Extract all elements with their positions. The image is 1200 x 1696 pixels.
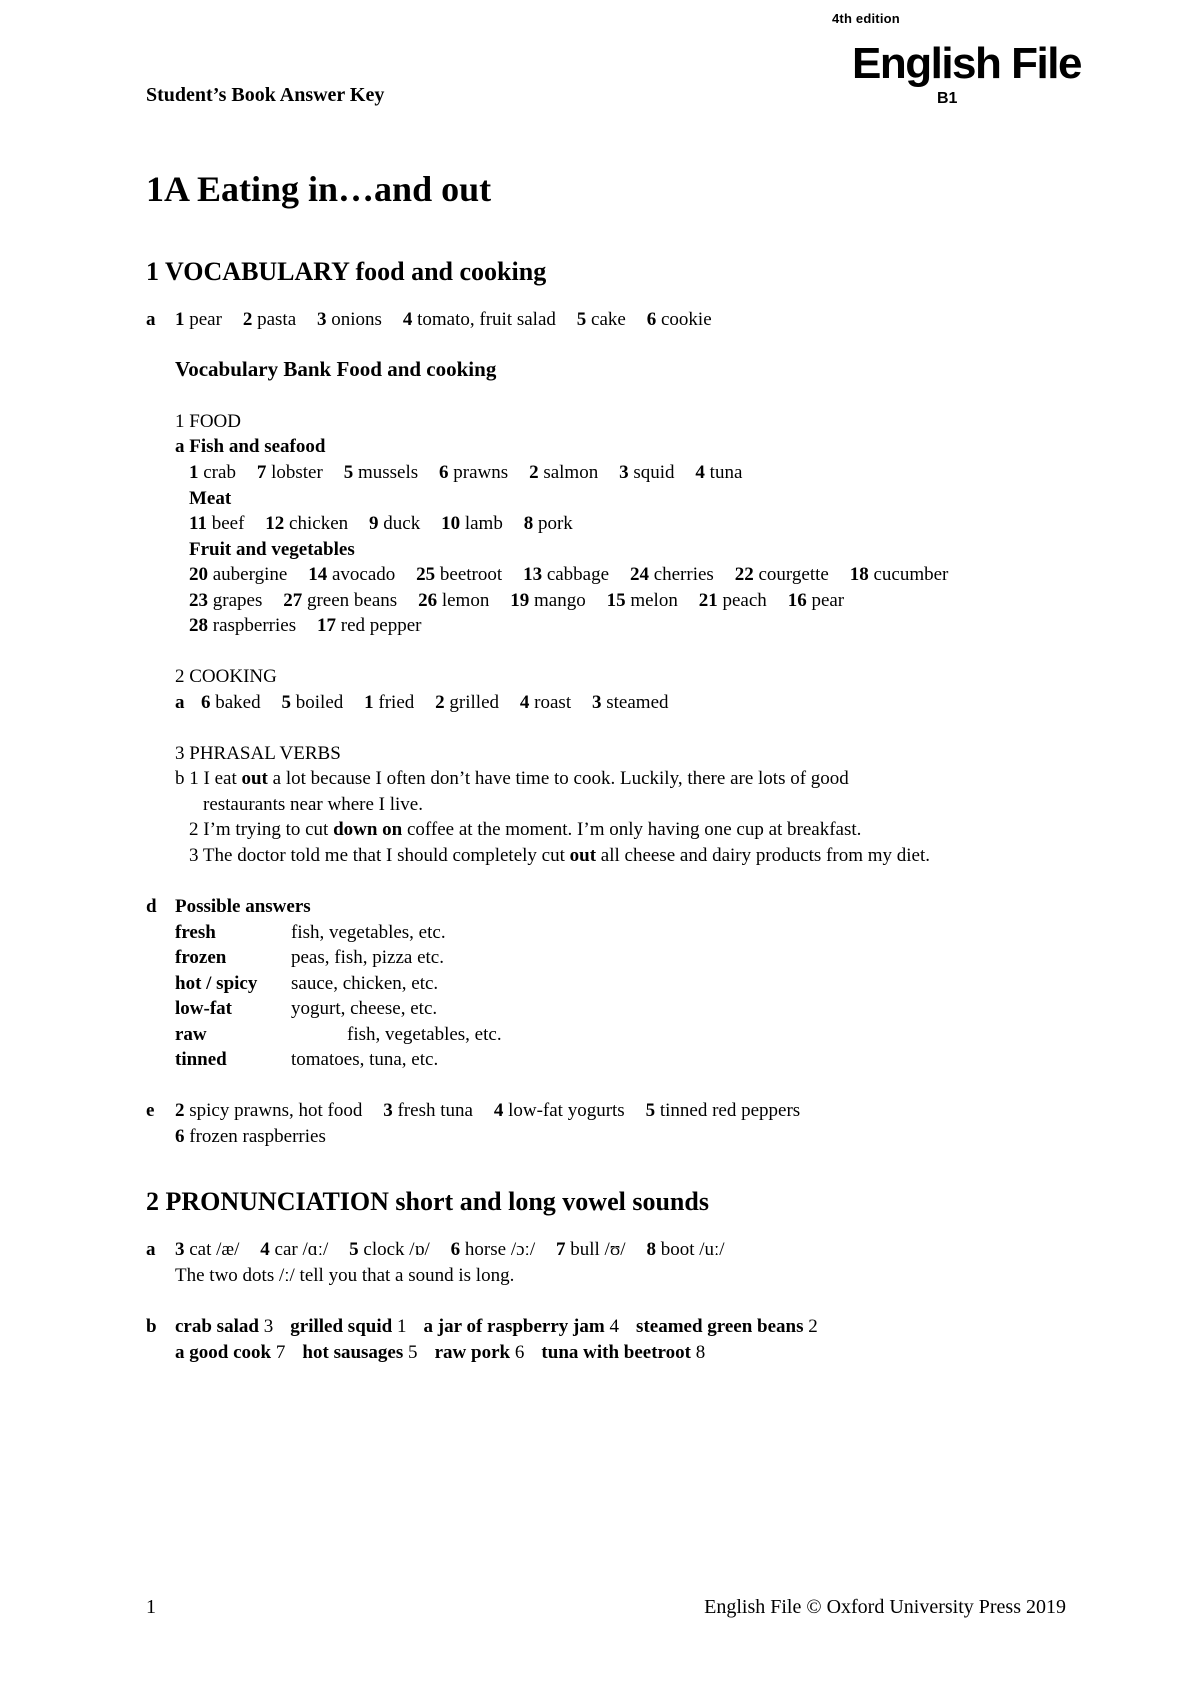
answer-number: 3 (383, 1100, 393, 1121)
answer-number: 28 (189, 615, 208, 636)
answer-line (189, 460, 742, 486)
answer-text: roast (529, 692, 572, 713)
answer-number: 10 (441, 513, 461, 534)
answer-item (189, 615, 296, 636)
phrase-item (290, 1316, 406, 1337)
answer-text: grilled (444, 692, 500, 713)
phrase-item (424, 1316, 619, 1337)
answer-line (175, 1340, 705, 1366)
phrase-item (541, 1342, 705, 1363)
answer-line (175, 1124, 326, 1150)
exercise-label-a: a (146, 309, 156, 330)
answer-line (175, 307, 712, 333)
answer-number: 26 (418, 590, 438, 611)
answer-text: tuna (704, 462, 743, 483)
adjective-raw: raw (175, 1024, 207, 1045)
answer-text: pasta (252, 309, 297, 330)
fish-seafood-heading: a Fish and seafood (175, 436, 326, 457)
answer-item (735, 564, 829, 585)
answer-number: 6 (201, 692, 211, 713)
phrasal-sentence-1: b 1 I eat out a lot because I often don’t have time to cook. Luckily, there are lots of good (175, 768, 849, 789)
phrasal-verbs-heading: 3 PHRASAL VERBS (175, 743, 341, 764)
answer-number: 7 (256, 462, 267, 483)
pron-label-a: a (146, 1239, 156, 1260)
phrase-item (175, 1342, 285, 1363)
meat-heading: Meat (189, 488, 232, 509)
answer-item (344, 462, 418, 483)
answer-number: 8 (646, 1239, 656, 1260)
answer-text: tomato, fruit salad (412, 309, 556, 330)
pronunciation-heading: 2 PRONUNCIATION short and long vowel sounds (146, 1187, 709, 1216)
answer-number: 4 (493, 1100, 504, 1121)
answer-number: 27 (283, 590, 303, 611)
answer-line (175, 1314, 818, 1340)
answer-text: cat /æ/ (184, 1239, 240, 1260)
example-raw: fish, vegetables, etc. (347, 1024, 502, 1045)
answer-line (189, 562, 948, 588)
answer-line (201, 690, 669, 716)
answer-text: frozen raspberries (184, 1126, 326, 1147)
cooking-heading: 2 COOKING (175, 666, 277, 687)
answer-text: clock /ɒ/ (358, 1239, 430, 1260)
answer-line (189, 511, 573, 537)
answer-number: 4 (260, 1239, 270, 1260)
phrase-text: grilled squid (290, 1316, 393, 1337)
answer-number: 6 (646, 309, 657, 330)
answer-number: 4 (519, 692, 530, 713)
phrasal-sentence-2: 2 I’m trying to cut down on coffee at the moment. I’m only having one cup at breakfast. (189, 819, 862, 840)
answer-item (403, 309, 556, 330)
example-hot-spicy: sauce, chicken, etc. (291, 973, 439, 994)
answer-text: courgette (753, 564, 829, 585)
example-tinned: tomatoes, tuna, etc. (291, 1049, 439, 1070)
adjective-frozen: frozen (175, 947, 227, 968)
answer-item (364, 692, 414, 713)
answer-item (175, 309, 222, 330)
phrase-text: hot sausages (302, 1342, 404, 1363)
answer-number: 12 (265, 513, 285, 534)
answer-item (317, 615, 421, 636)
copyright: English File © Oxford University Press 2019 (704, 1596, 1066, 1618)
answer-item (369, 513, 420, 534)
adjective-tinned: tinned (175, 1049, 227, 1070)
answer-number: 2 (529, 462, 539, 483)
answer-item (265, 513, 348, 534)
phrasal-sentence-3: 3 The doctor told me that I should completely cut out all cheese and dairy products from my diet. (189, 845, 931, 866)
example-fresh: fish, vegetables, etc. (291, 922, 446, 943)
answer-item (451, 1239, 535, 1260)
answer-number: 1 (364, 692, 374, 713)
answer-text: lemon (437, 590, 490, 611)
possible-answers-heading: Possible answers (175, 896, 311, 917)
answer-item (189, 462, 236, 483)
answer-number: 6 (450, 1239, 461, 1260)
answer-text: salmon (538, 462, 599, 483)
answer-item (439, 462, 508, 483)
answer-number: 6 (175, 1126, 185, 1147)
phrase-text: a good cook (175, 1342, 272, 1363)
answer-number: 2 (242, 309, 253, 330)
adjective-low-fat: low-fat (175, 998, 232, 1019)
answer-text: melon (625, 590, 678, 611)
answer-number: 4 (695, 462, 705, 483)
answer-text: pear (806, 590, 845, 611)
answer-item (441, 513, 503, 534)
answer-number: 23 (189, 590, 208, 611)
answer-text: avocado (327, 564, 396, 585)
answer-text: lamb (460, 513, 503, 534)
cooking-label-a: a (175, 692, 185, 713)
answer-item (523, 564, 609, 585)
answer-number: 24 (629, 564, 649, 585)
answer-number: 20 (189, 564, 208, 585)
answer-text: prawns (448, 462, 509, 483)
example-frozen: peas, fish, pizza etc. (291, 947, 444, 968)
answer-text: beef (206, 513, 245, 534)
brand-logo: English File (852, 39, 1081, 88)
phrase-number: 7 (271, 1342, 286, 1363)
answer-text: low-fat yogurts (503, 1100, 625, 1121)
answer-item (619, 462, 674, 483)
answer-text: cherries (648, 564, 714, 585)
answer-line (175, 1237, 725, 1263)
answer-number: 5 (281, 692, 292, 713)
answer-number: 3 (175, 1239, 185, 1260)
answer-item (646, 1239, 724, 1260)
answer-text: cake (586, 309, 626, 330)
answer-number: 6 (439, 462, 449, 483)
fruit-vegetables-heading: Fruit and vegetables (189, 539, 355, 560)
answer-text: tinned red peppers (655, 1100, 801, 1121)
phrase-number: 3 (258, 1316, 274, 1337)
answer-number: 2 (175, 1100, 185, 1121)
answer-text: aubergine (208, 564, 288, 585)
answer-number: 7 (556, 1239, 566, 1260)
answer-item (416, 564, 502, 585)
answer-line (175, 1098, 800, 1124)
answer-item (175, 1100, 362, 1121)
answer-text: pear (184, 309, 222, 330)
answer-text: grapes (208, 590, 263, 611)
vocabulary-bank-heading: Vocabulary Bank Food and cooking (175, 357, 497, 381)
answer-text: boot /uː/ (655, 1239, 725, 1260)
answer-text: bull /ʊ/ (565, 1239, 626, 1260)
answer-item (189, 564, 287, 585)
answer-text: fresh tuna (392, 1100, 473, 1121)
phrase-number: 4 (604, 1316, 619, 1337)
phrase-item (435, 1342, 525, 1363)
answer-text: cookie (656, 309, 712, 330)
answer-text: spicy prawns, hot food (184, 1100, 363, 1121)
answer-number: 1 (189, 462, 199, 483)
answer-item (850, 564, 949, 585)
answer-number: 13 (523, 564, 543, 585)
phrase-text: a jar of raspberry jam (423, 1316, 605, 1337)
edition-label: 4th edition (832, 11, 900, 26)
answer-number: 22 (734, 564, 754, 585)
answer-item (317, 309, 382, 330)
answer-number: 5 (576, 309, 587, 330)
phrase-text: crab salad (175, 1316, 259, 1337)
answer-text: lobster (266, 462, 323, 483)
answer-item (592, 692, 669, 713)
phrase-item (175, 1316, 273, 1337)
phrase-item (636, 1316, 818, 1337)
phrase-text: raw pork (434, 1342, 511, 1363)
answer-number: 11 (189, 513, 207, 534)
lesson-title: 1A Eating in…and out (146, 169, 492, 209)
answer-number: 5 (645, 1100, 656, 1121)
answer-text: raspberries (208, 615, 297, 636)
answer-line (189, 588, 844, 614)
phrase-text: steamed green beans (636, 1316, 804, 1337)
vocabulary-heading: 1 VOCABULARY food and cooking (146, 257, 547, 286)
phrase-number: 6 (510, 1342, 525, 1363)
phrase-number: 2 (803, 1316, 818, 1337)
pron-note: The two dots /ː/ tell you that a sound is long. (175, 1265, 515, 1286)
answer-item (383, 1100, 473, 1121)
answer-item (577, 309, 626, 330)
answer-text: green beans (302, 590, 398, 611)
answer-item (695, 462, 742, 483)
answer-number: 2 (435, 692, 445, 713)
answer-item (175, 1239, 239, 1260)
answer-text: horse /ɔː/ (460, 1239, 536, 1260)
answer-text: beetroot (435, 564, 503, 585)
answer-item (349, 1239, 430, 1260)
answer-number: 21 (698, 590, 718, 611)
answer-number: 5 (343, 462, 354, 483)
answer-item (257, 462, 323, 483)
exercise-label-d: d (146, 896, 157, 917)
answer-text: squid (628, 462, 675, 483)
phrase-number: 5 (403, 1342, 418, 1363)
adjective-fresh: fresh (175, 922, 216, 943)
answer-text: car /ɑː/ (269, 1239, 329, 1260)
answer-item (520, 692, 571, 713)
answer-item (556, 1239, 626, 1260)
answer-text: boiled (291, 692, 344, 713)
example-low-fat: yogurt, cheese, etc. (291, 998, 438, 1019)
answer-item (243, 309, 296, 330)
answer-item (282, 692, 344, 713)
answer-number: 9 (369, 513, 379, 534)
answer-item (647, 309, 712, 330)
answer-item (699, 590, 767, 611)
answer-number: 8 (523, 513, 534, 534)
answer-item (607, 590, 678, 611)
exercise-label-e: e (146, 1100, 155, 1121)
answer-text: baked (210, 692, 261, 713)
answer-text: peach (717, 590, 767, 611)
answer-number: 3 (592, 692, 602, 713)
answer-number: 25 (416, 564, 436, 585)
answer-item (494, 1100, 625, 1121)
answer-text: cabbage (542, 564, 610, 585)
answer-item (201, 692, 261, 713)
answer-number: 4 (402, 309, 413, 330)
answer-item (630, 564, 714, 585)
answer-text: chicken (284, 513, 349, 534)
page-number: 1 (146, 1596, 156, 1618)
answer-text: red pepper (336, 615, 422, 636)
answer-item (260, 1239, 328, 1260)
answer-item (646, 1100, 801, 1121)
answer-text: mussels (353, 462, 419, 483)
phrasal-sentence-1-cont: restaurants near where I live. (203, 794, 423, 815)
answer-item (510, 590, 585, 611)
answer-number: 15 (606, 590, 626, 611)
answer-number: 19 (510, 590, 530, 611)
answer-number: 16 (787, 590, 807, 611)
answer-text: cucumber (868, 564, 949, 585)
answer-number: 5 (349, 1239, 359, 1260)
food-heading: 1 FOOD (175, 411, 241, 432)
answer-text: duck (378, 513, 421, 534)
phrase-number: 8 (690, 1342, 706, 1363)
answer-text: pork (533, 513, 573, 534)
phrase-text: tuna with beetroot (541, 1342, 691, 1363)
answer-text: onions (326, 309, 382, 330)
answer-item (189, 590, 262, 611)
phrase-item (302, 1342, 417, 1363)
answer-number: 14 (308, 564, 328, 585)
answer-item (788, 590, 844, 611)
level-label: B1 (937, 90, 958, 107)
adjective-hot-spicy: hot / spicy (175, 973, 258, 994)
answer-item (308, 564, 395, 585)
answer-item (283, 590, 397, 611)
answer-number: 1 (175, 309, 185, 330)
phrase-number: 1 (392, 1316, 407, 1337)
answer-number: 3 (619, 462, 629, 483)
answer-item (418, 590, 489, 611)
answer-line (189, 613, 421, 639)
answer-number: 17 (317, 615, 336, 636)
pron-label-b: b (146, 1316, 157, 1337)
answer-item (435, 692, 499, 713)
answer-item (175, 1126, 326, 1147)
answer-number: 3 (317, 309, 327, 330)
answer-text: steamed (601, 692, 669, 713)
answer-text: mango (529, 590, 586, 611)
answer-item (524, 513, 573, 534)
answer-item (529, 462, 598, 483)
answer-number: 18 (849, 564, 869, 585)
answer-text: crab (198, 462, 236, 483)
running-head: Student’s Book Answer Key (146, 84, 385, 106)
answer-item (189, 513, 244, 534)
answer-text: fried (373, 692, 415, 713)
